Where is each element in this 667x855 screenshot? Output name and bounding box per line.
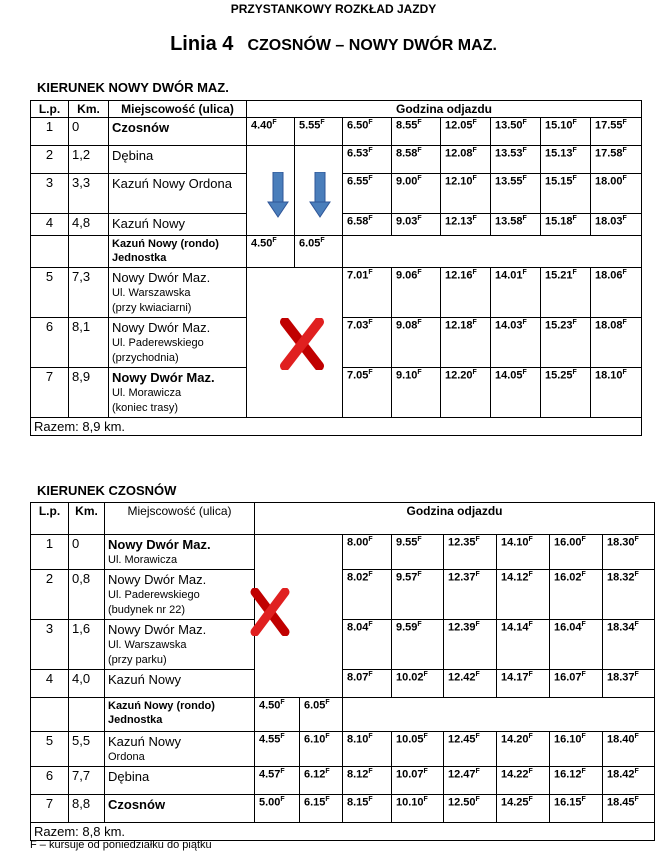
departure-time: $16.02^F$ <box>550 570 603 620</box>
departure-time: $18.30^F$ <box>603 535 655 570</box>
departure-time: $14.22^F$ <box>497 767 550 795</box>
departure-time: $9.03^F$ <box>392 214 441 236</box>
table-row <box>31 146 642 174</box>
timetable-2 <box>30 502 655 841</box>
departure-time: $15.15^F$ <box>541 174 591 214</box>
departure-time: $6.55^F$ <box>343 174 392 214</box>
departure-time: $15.13^F$ <box>541 146 591 174</box>
departure-time: $8.55^F$ <box>392 118 441 146</box>
table-row <box>31 268 642 318</box>
departure-time: $15.23^F$ <box>541 318 591 368</box>
departure-time: $4.50^F$ <box>255 698 300 732</box>
departure-time: $15.25^F$ <box>541 368 591 418</box>
departure-time: $6.15^F$ <box>300 795 343 823</box>
row-lp: 5 <box>31 732 69 767</box>
stop-name: Czosnów <box>109 118 247 146</box>
empty-cell <box>343 236 642 268</box>
departure-time: $9.57^F$ <box>392 570 444 620</box>
header-times: Godzina odjazdu <box>247 101 642 118</box>
row-km <box>69 236 109 268</box>
table-row <box>31 570 655 620</box>
row-km: 0 <box>69 118 109 146</box>
row-km: 1,2 <box>69 146 109 174</box>
stop-name: Kazuń Nowy (rondo) Jednostka <box>109 236 247 268</box>
departure-time: $8.15^F$ <box>343 795 392 823</box>
footnote: F – kursuje od poniedziałku do piątku <box>30 839 212 851</box>
header-km: Km. <box>69 101 109 118</box>
table-row <box>31 795 655 823</box>
departure-time: $9.06^F$ <box>392 268 441 318</box>
stop-name: Nowy Dwór Maz. Ul. Morawicza (koniec trasy) <box>109 368 247 418</box>
direction-2: KIERUNEK CZOSNÓW <box>37 483 177 498</box>
row-km: 8,8 <box>69 795 105 823</box>
row-lp: 6 <box>31 318 69 368</box>
table-row <box>31 698 655 732</box>
departure-time: $5.00^F$ <box>255 795 300 823</box>
timetable-1 <box>30 100 642 436</box>
departure-time: $16.00^F$ <box>550 535 603 570</box>
row-lp <box>31 698 69 732</box>
table-row <box>31 670 655 698</box>
departure-time: $15.18^F$ <box>541 214 591 236</box>
stop-name: Nowy Dwór Maz. Ul. Warszawska (przy kwiaciarni) <box>109 268 247 318</box>
stop-name: Nowy Dwór Maz. Ul. Warszawska (przy parku) <box>105 620 255 670</box>
departure-time: $4.55^F$ <box>255 732 300 767</box>
row-lp: 4 <box>31 214 69 236</box>
departure-time: $14.12^F$ <box>497 570 550 620</box>
departure-time: $12.35^F$ <box>444 535 497 570</box>
departure-time: $12.18^F$ <box>441 318 491 368</box>
row-km: 3,3 <box>69 174 109 214</box>
header-times: Godzina odjazdu <box>255 503 655 535</box>
arrow-down-icon <box>309 172 331 218</box>
departure-time: $10.02^F$ <box>392 670 444 698</box>
stop-name: Nowy Dwór Maz. Ul. Paderewskiego (budynek nr 22) <box>105 570 255 620</box>
departure-time: $12.05^F$ <box>441 118 491 146</box>
departure-time: $10.10^F$ <box>392 795 444 823</box>
row-km: 4,0 <box>69 670 105 698</box>
row-lp <box>31 236 69 268</box>
departure-time: $18.03^F$ <box>591 214 642 236</box>
direction-1: KIERUNEK NOWY DWÓR MAZ. <box>37 80 229 95</box>
departure-time: $6.53^F$ <box>343 146 392 174</box>
departure-time: $7.01^F$ <box>343 268 392 318</box>
table-row <box>31 767 655 795</box>
stop-name: Kazuń Nowy <box>109 214 247 236</box>
page-title <box>0 33 667 56</box>
departure-time: $10.05^F$ <box>392 732 444 767</box>
departure-time: $6.50^F$ <box>343 118 392 146</box>
departure-time: $12.13^F$ <box>441 214 491 236</box>
departure-time: $6.05^F$ <box>295 236 343 268</box>
stop-name: Dębina <box>109 146 247 174</box>
row-km: 0,8 <box>69 570 105 620</box>
departure-time: $15.10^F$ <box>541 118 591 146</box>
row-lp: 7 <box>31 368 69 418</box>
no-service-x-icon <box>280 318 324 370</box>
departure-time: $18.42^F$ <box>603 767 655 795</box>
departure-time: $5.55^F$ <box>295 118 343 146</box>
empty-cell <box>343 698 655 732</box>
departure-time: $18.40^F$ <box>603 732 655 767</box>
stop-name: Kazuń Nowy Ordona <box>109 174 247 214</box>
departure-time: $16.07^F$ <box>550 670 603 698</box>
departure-time: $8.10^F$ <box>343 732 392 767</box>
departure-time: $8.02^F$ <box>343 570 392 620</box>
departure-time: $9.55^F$ <box>392 535 444 570</box>
departure-time: $16.15^F$ <box>550 795 603 823</box>
row-km: 5,5 <box>69 732 105 767</box>
departure-time: $12.20^F$ <box>441 368 491 418</box>
departure-time: $6.12^F$ <box>300 767 343 795</box>
departure-time: $14.01^F$ <box>491 268 541 318</box>
stop-name: Nowy Dwór Maz. Ul. Paderewskiego (przychodnia) <box>109 318 247 368</box>
departure-time: $4.40^F$ <box>247 118 295 146</box>
departure-time: $10.07^F$ <box>392 767 444 795</box>
row-lp: 4 <box>31 670 69 698</box>
departure-time: $12.37^F$ <box>444 570 497 620</box>
header-place: Miejscowość (ulica) <box>105 503 255 535</box>
departure-time: $16.12^F$ <box>550 767 603 795</box>
header: PRZYSTANKOWY ROZKŁAD JAZDY <box>230 2 437 16</box>
departure-time: $14.05^F$ <box>491 368 541 418</box>
departure-time: $15.21^F$ <box>541 268 591 318</box>
departure-time: $18.00^F$ <box>591 174 642 214</box>
row-lp: 7 <box>31 795 69 823</box>
departure-time: $14.10^F$ <box>497 535 550 570</box>
departure-time: $18.08^F$ <box>591 318 642 368</box>
departure-time: $9.08^F$ <box>392 318 441 368</box>
departure-time: $12.10^F$ <box>441 174 491 214</box>
departure-time: $12.45^F$ <box>444 732 497 767</box>
stop-name: Czosnów <box>105 795 255 823</box>
table-row <box>31 118 642 146</box>
departure-time: $14.03^F$ <box>491 318 541 368</box>
table-row <box>31 535 655 570</box>
departure-time: $14.17^F$ <box>497 670 550 698</box>
departure-time: $13.50^F$ <box>491 118 541 146</box>
row-km: 0 <box>69 535 105 570</box>
departure-time: $16.04^F$ <box>550 620 603 670</box>
table-row <box>31 732 655 767</box>
stop-name: Nowy Dwór Maz. Ul. Morawicza <box>105 535 255 570</box>
stop-name: Kazuń Nowy <box>105 670 255 698</box>
row-lp: 1 <box>31 118 69 146</box>
departure-time: $18.34^F$ <box>603 620 655 670</box>
departure-time: $18.32^F$ <box>603 570 655 620</box>
arrow-down-icon <box>267 172 289 218</box>
row-km: 4,8 <box>69 214 109 236</box>
table-row <box>31 236 642 268</box>
no-service-x-icon <box>250 588 290 636</box>
departure-time: $17.58^F$ <box>591 146 642 174</box>
row-km: 8,9 <box>69 368 109 418</box>
departure-time: $17.55^F$ <box>591 118 642 146</box>
row-km <box>69 698 105 732</box>
departure-time: $18.37^F$ <box>603 670 655 698</box>
departure-time: $18.10^F$ <box>591 368 642 418</box>
row-lp: 1 <box>31 535 69 570</box>
departure-time: $8.04^F$ <box>343 620 392 670</box>
row-lp: 3 <box>31 174 69 214</box>
departure-time: $4.50^F$ <box>247 236 295 268</box>
departure-time: $18.45^F$ <box>603 795 655 823</box>
total-distance: Razem: 8,9 km. <box>31 418 642 436</box>
departure-time: $16.10^F$ <box>550 732 603 767</box>
departure-time: $9.00^F$ <box>392 174 441 214</box>
departure-time: $13.58^F$ <box>491 214 541 236</box>
departure-time: $8.12^F$ <box>343 767 392 795</box>
departure-time: $12.42^F$ <box>444 670 497 698</box>
departure-time: $4.57^F$ <box>255 767 300 795</box>
row-lp: 6 <box>31 767 69 795</box>
row-lp: 2 <box>31 570 69 620</box>
departure-time: $6.10^F$ <box>300 732 343 767</box>
departure-time: $13.53^F$ <box>491 146 541 174</box>
departure-time: $12.16^F$ <box>441 268 491 318</box>
table-row <box>31 620 655 670</box>
row-lp: 5 <box>31 268 69 318</box>
departure-time: $8.07^F$ <box>343 670 392 698</box>
departure-time: $6.05^F$ <box>300 698 343 732</box>
departure-time: $9.59^F$ <box>392 620 444 670</box>
departure-time: $7.03^F$ <box>343 318 392 368</box>
header-lp: L.p. <box>31 503 69 535</box>
header-place: Miejscowość (ulica) <box>109 101 247 118</box>
departure-time: $12.08^F$ <box>441 146 491 174</box>
departure-time: $7.05^F$ <box>343 368 392 418</box>
row-km: 8,1 <box>69 318 109 368</box>
header-lp: L.p. <box>31 101 69 118</box>
stop-name: Dębina <box>105 767 255 795</box>
departure-time: $12.47^F$ <box>444 767 497 795</box>
stop-name: Kazuń Nowy Ordona <box>105 732 255 767</box>
row-lp: 3 <box>31 620 69 670</box>
row-km: 7,3 <box>69 268 109 318</box>
departure-time: $12.39^F$ <box>444 620 497 670</box>
departure-time: $14.20^F$ <box>497 732 550 767</box>
row-km: 7,7 <box>69 767 105 795</box>
departure-time: $14.25^F$ <box>497 795 550 823</box>
departure-time: $14.14^F$ <box>497 620 550 670</box>
header-km: Km. <box>69 503 105 535</box>
stop-name: Kazuń Nowy (rondo) Jednostka <box>105 698 255 732</box>
route-name: CZOSNÓW – NOWY DWÓR MAZ. <box>247 37 497 54</box>
departure-time: $13.55^F$ <box>491 174 541 214</box>
departure-time: $6.58^F$ <box>343 214 392 236</box>
departure-time: $18.06^F$ <box>591 268 642 318</box>
line-number: Linia 4 <box>170 33 234 55</box>
departure-time: $12.50^F$ <box>444 795 497 823</box>
departure-time: $8.58^F$ <box>392 146 441 174</box>
departure-time: $9.10^F$ <box>392 368 441 418</box>
total-distance: Razem: 8,8 km. <box>31 823 655 841</box>
row-lp: 2 <box>31 146 69 174</box>
departure-time: $8.00^F$ <box>343 535 392 570</box>
row-km: 1,6 <box>69 620 105 670</box>
